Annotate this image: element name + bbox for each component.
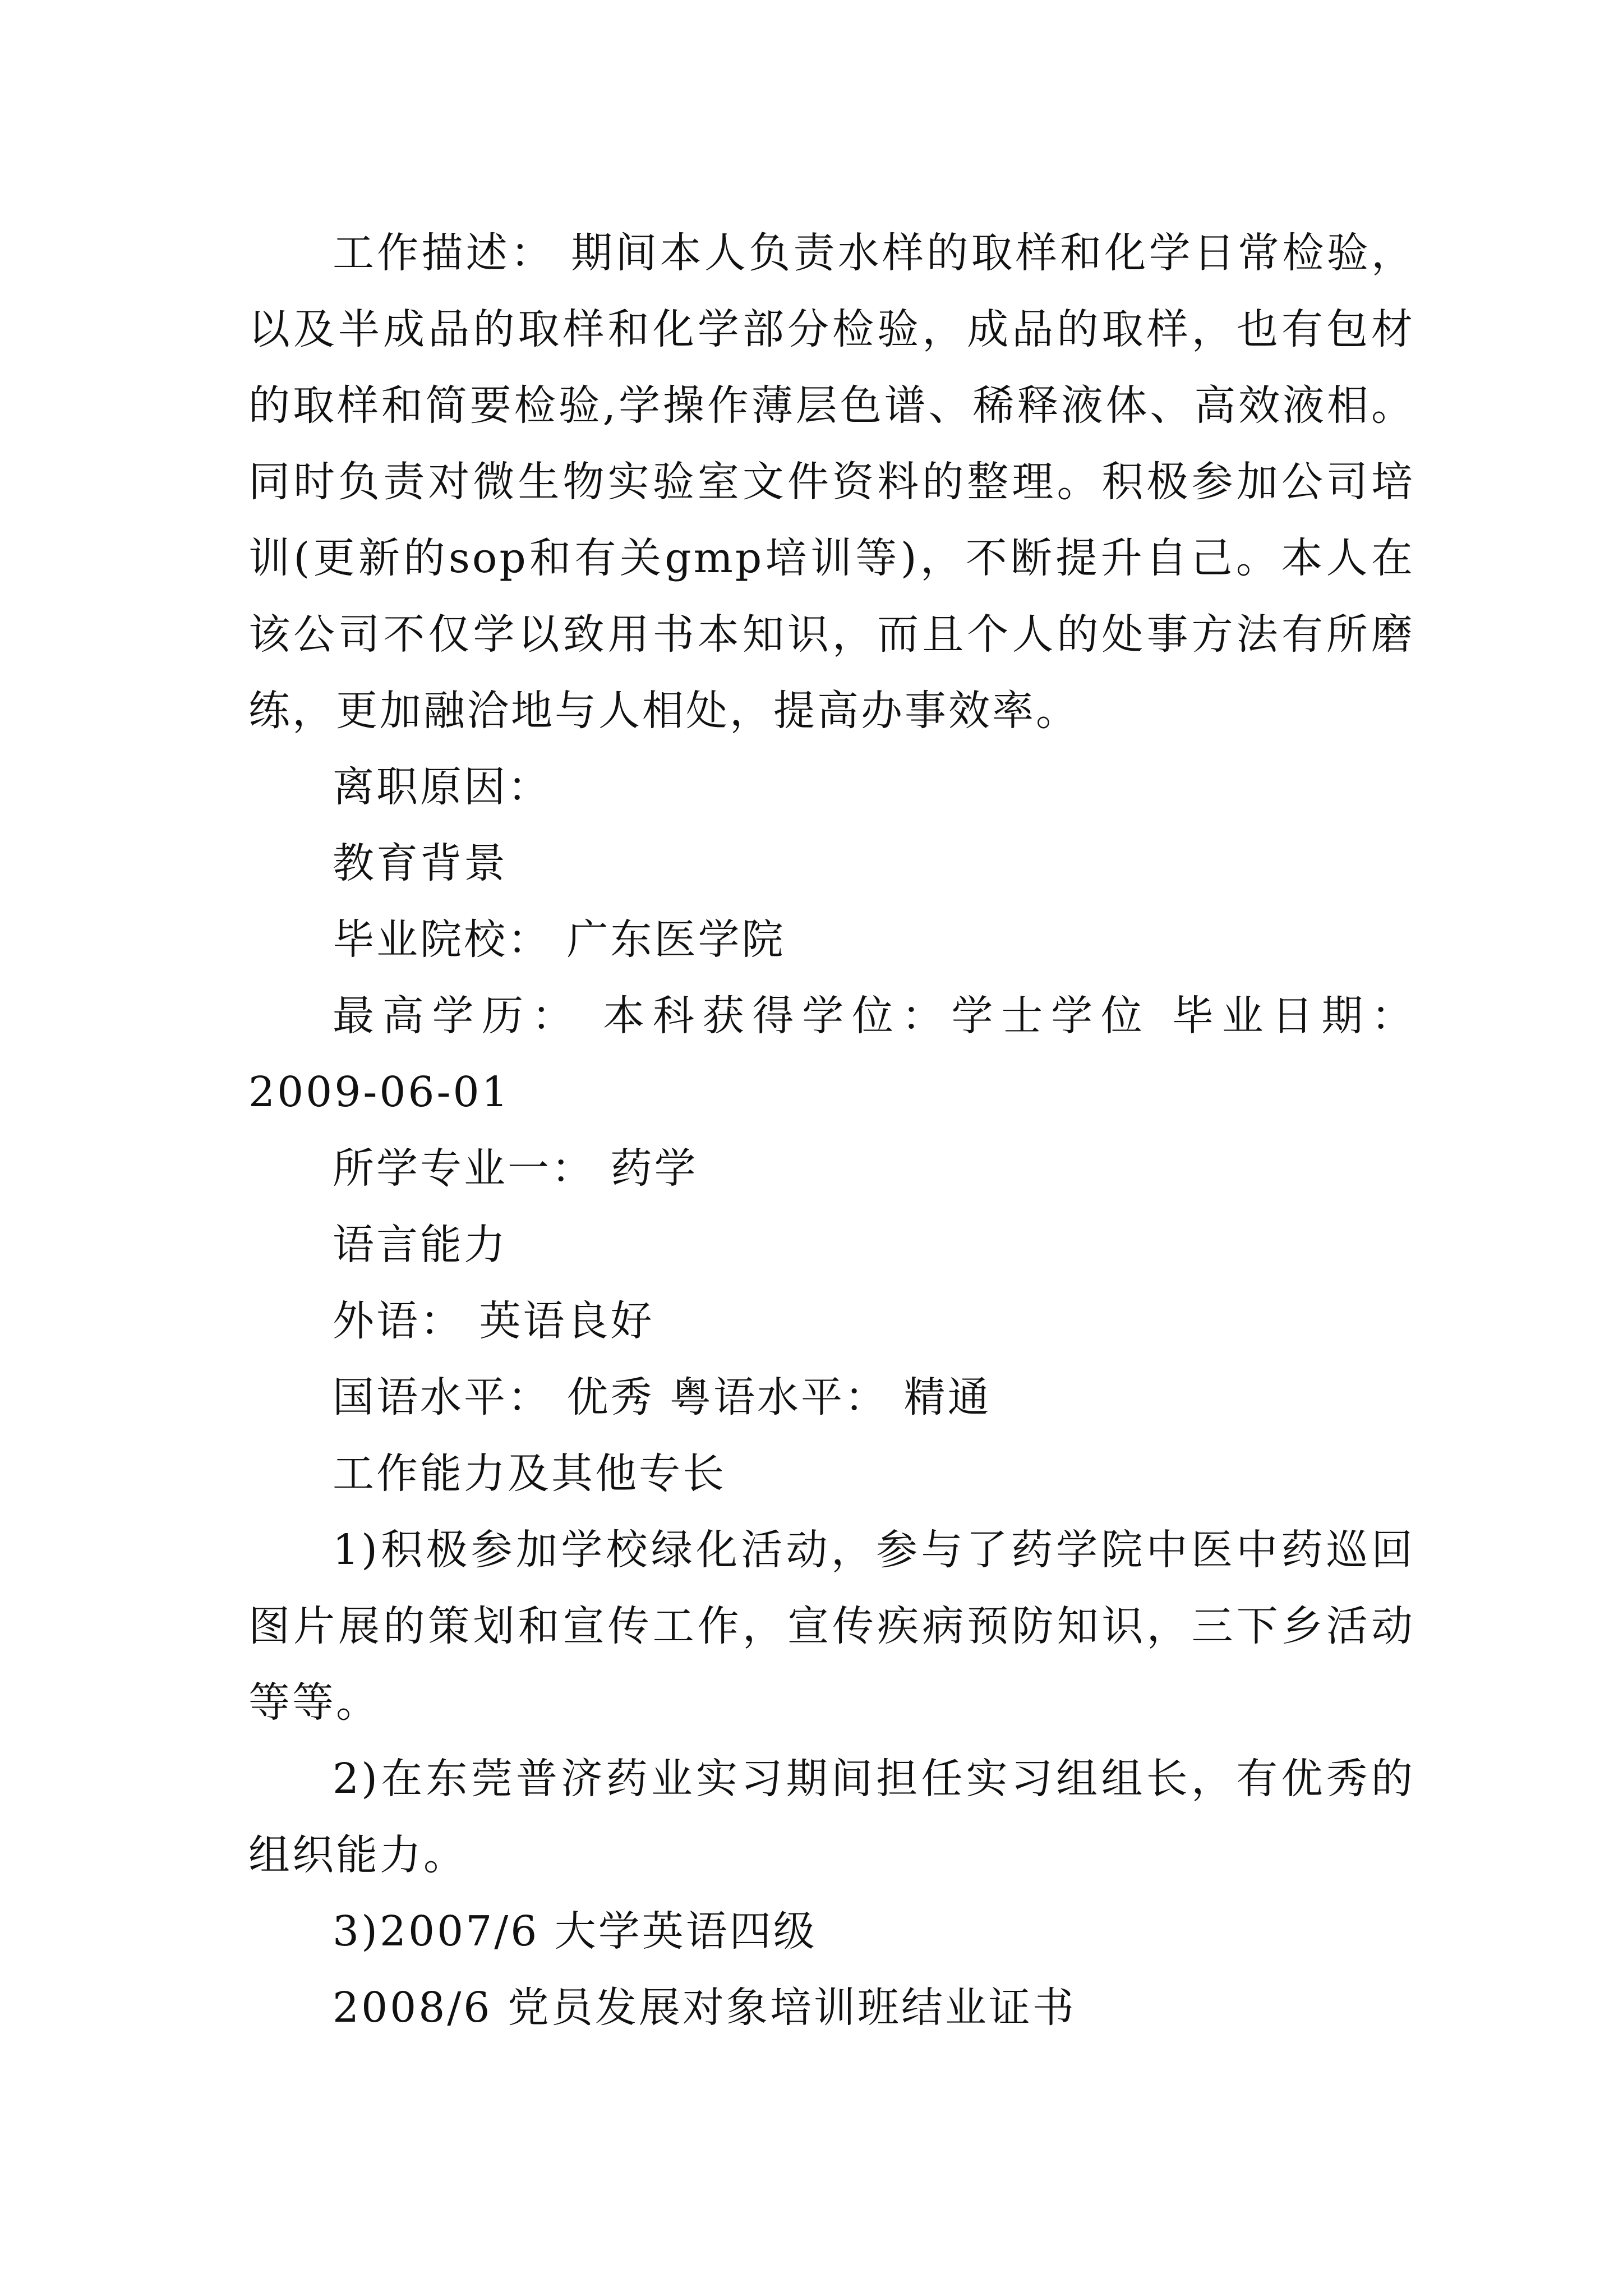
work-description-line: 同时负责对微生物实验室文件资料的整理。积极参加公司培 xyxy=(248,458,1415,506)
degree-line: 最高学历： 本科获得学位：学士学位 毕业日期： xyxy=(333,992,1415,1040)
skill-item-line: 等等。 xyxy=(248,1678,380,1727)
work-description-line: 训(更新的sop和有关gmp培训等)，不断提升自己。本人在 xyxy=(248,534,1415,582)
education-heading: 教育背景 xyxy=(333,839,508,887)
skills-heading: 工作能力及其他专长 xyxy=(333,1450,726,1498)
degree-paragraph xyxy=(248,978,1415,1130)
work-description-line: 练，更加融洽地与人相处，提高办事效率。 xyxy=(248,687,1080,735)
language-heading: 语言能力 xyxy=(333,1221,508,1269)
skill-item-line: 2)在东莞普济药业实习期间担任实习组组长，有优秀的 xyxy=(333,1755,1415,1803)
leave-reason: 离职原因： xyxy=(333,763,551,811)
skill-item-2 xyxy=(248,1741,1415,1893)
school-line: 毕业院校： 广东医学院 xyxy=(333,915,786,964)
dialect-level-line: 国语水平： 优秀 粤语水平： 精通 xyxy=(333,1373,992,1421)
major-line: 所学专业一： 药学 xyxy=(333,1144,698,1193)
skill-item-line: 图片展的策划和宣传工作，宣传疾病预防知识，三下乡活动 xyxy=(248,1602,1415,1650)
skill-item-line: 1)积极参加学校绿化活动，参与了药学院中医中药巡回 xyxy=(333,1526,1415,1574)
work-description-line: 以及半成品的取样和化学部分检验，成品的取样，也有包材 xyxy=(248,305,1415,353)
skill-item-4: 2008/6 党员发展对象培训班结业证书 xyxy=(333,1984,1076,2032)
work-description-paragraph xyxy=(248,215,1415,749)
work-description-line: 工作描述： 期间本人负责水样的取样和化学日常检验， xyxy=(333,229,1415,277)
skill-item-3: 3)2007/6 大学英语四级 xyxy=(333,1907,817,1955)
graduation-date: 2009-06-01 xyxy=(248,1068,510,1116)
skill-item-1 xyxy=(248,1512,1415,1741)
work-description-line: 该公司不仅学以致用书本知识，而且个人的处事方法有所磨 xyxy=(248,610,1415,659)
work-description-line: 的取样和简要检验,学操作薄层色谱、稀释液体、高效液相。 xyxy=(248,381,1415,430)
skill-item-line: 组织能力。 xyxy=(248,1831,467,1879)
foreign-language-line: 外语： 英语良好 xyxy=(333,1297,654,1345)
document-body xyxy=(248,215,1415,2046)
